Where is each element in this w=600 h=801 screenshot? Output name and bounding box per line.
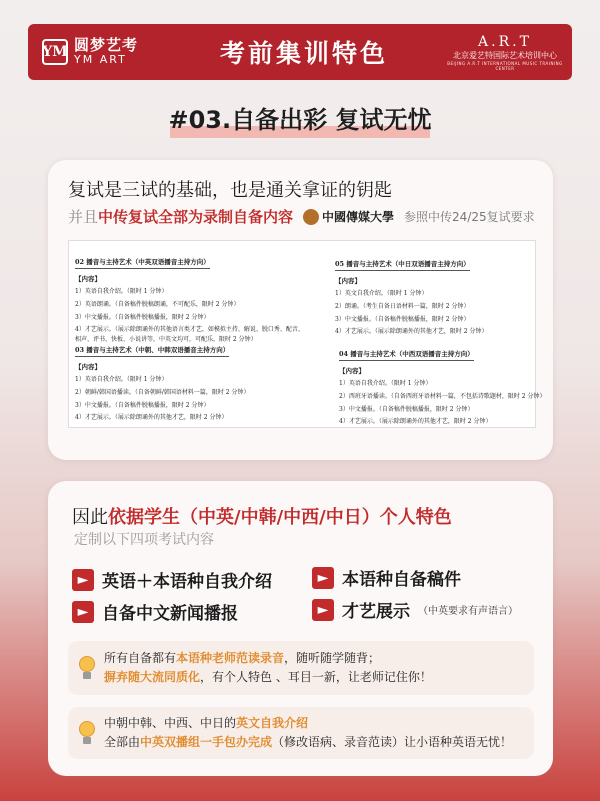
card2-headline-emphasis: 依据学生（中英/中韩/中西/中日）个人特色 bbox=[108, 507, 452, 528]
doc-item: 2）朗诵。（考生自备日语材料一篇，限时 2 分钟） bbox=[335, 302, 470, 310]
page-title: 考前集训特色 bbox=[219, 39, 388, 68]
arrow-right-icon: ► bbox=[312, 567, 334, 589]
arrow-right-icon: ► bbox=[312, 599, 334, 621]
arrow-right-icon: ► bbox=[72, 569, 94, 591]
tip-highlight: 本语种老师范读录音 bbox=[176, 651, 285, 666]
cuc-seal-icon bbox=[303, 209, 319, 225]
card2-headline-prefix: 因此 bbox=[72, 507, 108, 528]
tip-recording bbox=[68, 641, 534, 695]
card1-headline: 复试是三试的基础，也是通关拿证的钥匙 bbox=[68, 180, 392, 201]
art-logo bbox=[446, 34, 564, 71]
feature-label: 自备中文新闻播报 bbox=[102, 604, 238, 624]
doc-item: 1）英语自我介绍。（限时 1 分钟） bbox=[339, 380, 432, 387]
tip-part: （修改语病、录音范读）让小语种英语无忧！ bbox=[272, 735, 513, 749]
logo-cn-text: 圆梦艺考 bbox=[74, 36, 139, 55]
doc-block-zhong-ri bbox=[335, 251, 535, 336]
doc-item: 4）才艺展示。（展示除朗诵外的其他语言类才艺，如模拟主持、解说、脱口秀、配音、 bbox=[75, 326, 304, 334]
doc-item: 3）中文播报。（自备稿件脱稿播报，限时 2 分钟） bbox=[75, 401, 210, 409]
ym-art-logo bbox=[42, 38, 172, 65]
doc-content-label: 【内容】 bbox=[339, 367, 365, 375]
doc-item: 2）英语朗诵。（自备稿件脱稿朗诵，不可配乐，限时 2 分钟） bbox=[75, 300, 240, 308]
tip-part: ，有个人特色 、耳目一新，让老师记住你！ bbox=[200, 670, 432, 684]
art-logo-cn: 北京爱艺特国际艺术培训中心 bbox=[453, 50, 557, 60]
doc-item: 1）英语自我介绍。（限时 1 分钟） bbox=[75, 288, 168, 295]
logo-mark-icon: YM bbox=[42, 39, 68, 65]
tip-highlight: 英文自我介绍 bbox=[236, 716, 309, 731]
tip-english-intro bbox=[68, 707, 534, 759]
feature-label: 英语＋本语种自我介绍 bbox=[102, 572, 272, 592]
doc-block-zhong-xi bbox=[339, 341, 546, 426]
doc-item: 1）英语自我介绍。（限时 1 分钟） bbox=[75, 376, 168, 383]
doc-content-label: 【内容】 bbox=[75, 275, 101, 283]
card1-subline bbox=[68, 206, 535, 227]
tip-text bbox=[104, 714, 512, 751]
cuc-name: 中國傳媒大學 bbox=[322, 210, 395, 224]
feature-news-broadcast bbox=[72, 599, 238, 624]
doc-item: 3）中文播报。（自备稿件脱稿播报，限时 2 分钟） bbox=[335, 315, 470, 323]
feature-note: （中英要求有声语言） bbox=[418, 606, 518, 617]
custom-content-card bbox=[48, 481, 553, 776]
tip-part: 全部由 bbox=[104, 735, 141, 749]
tip-highlight: 摒弃随大流同质化 bbox=[104, 670, 201, 684]
logo-en-text: YM ART bbox=[74, 53, 127, 67]
tip-part: 所有自备都有 bbox=[104, 651, 177, 666]
tip-highlight: 中英双播组一手包办完成 bbox=[140, 735, 273, 749]
doc-content-label: 【内容】 bbox=[75, 363, 101, 371]
cuc-reference-note: 参照中传24/25复试要求 bbox=[404, 210, 535, 224]
art-logo-en: BEIJING A.R.T INTERNATIONAL MUSIC TRAINING CENTER bbox=[447, 60, 563, 71]
card1-subline-emphasis: 中传复试全部为录制自备内容 bbox=[98, 208, 294, 226]
doc-item: 2）朝鲜/韩国语播读。（自备朝鲜/韩国语材料一篇，限时 2 分钟） bbox=[75, 388, 250, 396]
doc-block-zhong-ying bbox=[75, 249, 325, 344]
card2-headline bbox=[72, 503, 452, 529]
doc-item: 3）中文播报。（自备稿件脱稿播报，限时 2 分钟） bbox=[75, 313, 210, 321]
doc-block-header: 05 播音与主持艺术（中日双语播音主持方向） bbox=[335, 259, 470, 271]
tip-part: ，随听随学随背； bbox=[284, 651, 381, 666]
card1-subline-prefix: 并且 bbox=[68, 208, 99, 226]
doc-block-header: 03 播音与主持艺术（中朝、中韩双语播音主持方向） bbox=[75, 345, 229, 357]
doc-item: 相声、评书、快板、小说讲等，中英文均可，可配乐，限时 2 分钟） bbox=[75, 336, 257, 344]
feature-own-script bbox=[312, 565, 461, 590]
doc-block-zhong-han bbox=[75, 337, 305, 422]
lightbulb-icon bbox=[78, 656, 96, 680]
cuc-logo bbox=[303, 208, 394, 225]
retest-requirements-card bbox=[48, 160, 553, 460]
doc-block-header: 04 播音与主持艺术（中西双语播音主持方向） bbox=[339, 349, 474, 361]
doc-item: 4）才艺展示。（展示除朗诵外的其他才艺，限时 2 分钟） bbox=[339, 418, 492, 426]
tip-text bbox=[104, 649, 432, 686]
card2-subline: 定制以下四项考试内容 bbox=[74, 532, 214, 548]
lightbulb-icon bbox=[78, 721, 96, 745]
doc-content-label: 【内容】 bbox=[335, 277, 361, 285]
arrow-right-icon: ► bbox=[72, 601, 94, 623]
doc-item: 3）中文播报。（自备稿件脱稿播报，限时 2 分钟） bbox=[339, 405, 474, 413]
doc-item: 4）才艺展示。（展示除朗诵外的其他才艺，限时 2 分钟） bbox=[75, 414, 228, 422]
art-logo-main: A.R.T bbox=[478, 33, 532, 50]
doc-block-header: 02 播音与主持艺术（中英双语播音主持方向） bbox=[75, 257, 210, 269]
feature-self-intro bbox=[72, 567, 272, 592]
feature-talent-show bbox=[312, 597, 518, 622]
feature-label: 才艺展示 bbox=[342, 602, 410, 622]
doc-item: 1）英文自我介绍。（限时 1 分钟） bbox=[335, 290, 428, 297]
feature-label: 本语种自备稿件 bbox=[342, 570, 461, 590]
doc-item: 4）才艺展示。（展示除朗诵外的其他才艺，限时 2 分钟） bbox=[335, 328, 488, 336]
doc-item: 2）西班牙语播读。（自备西班牙语材料一篇，不包括诗歌题材，限时 2 分钟） bbox=[339, 392, 546, 400]
section-heading bbox=[150, 100, 450, 140]
tip-part: 中朝中韩、中西、中日的 bbox=[104, 716, 237, 731]
header-banner bbox=[28, 24, 572, 80]
section-heading-text: #03.自备出彩 复试无忧 bbox=[168, 106, 432, 134]
requirements-document-image bbox=[68, 240, 546, 428]
